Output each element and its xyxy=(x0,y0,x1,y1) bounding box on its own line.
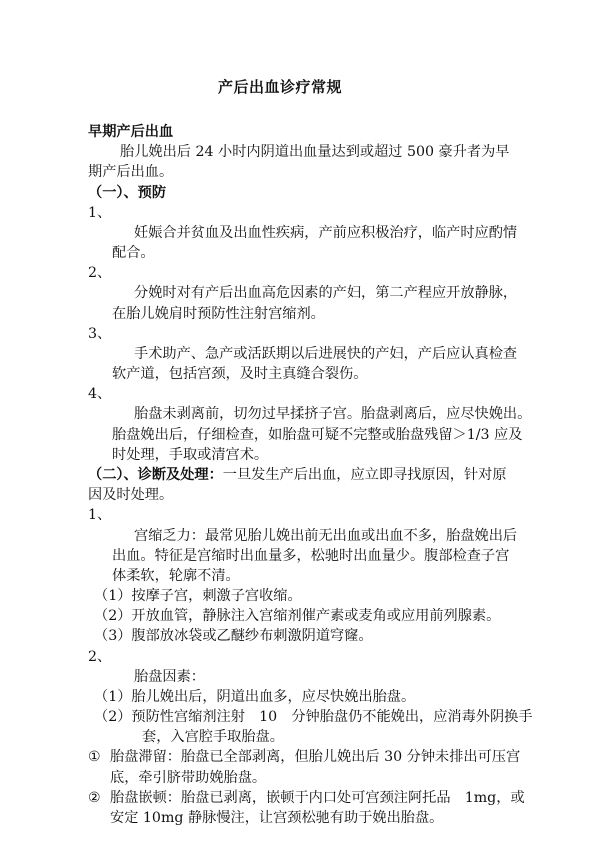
prevention-item-4-line-3: 时处理，手取或清宫术。 xyxy=(112,447,269,463)
prevention-item-4-number: 4、 xyxy=(88,386,112,402)
diagnosis-sub-2-1: （1）胎儿娩出后，阴道出血多，应尽快娩出胎盘。 xyxy=(94,689,416,705)
definition-line-1: 胎儿娩出后 24 小时内阴道出血量达到或超过 500 豪升者为早 xyxy=(120,144,510,160)
prevention-item-3-line-1: 手术助产、急产或活跃期以后进展快的产妇，产后应认真检查 xyxy=(134,346,518,362)
diagnosis-item-1-number: 1、 xyxy=(88,507,112,523)
circled-marker-2: ② xyxy=(88,790,101,806)
diagnosis-sub-1-3: （3）腹部放冰袋或乙醚纱布刺激阴道穹窿。 xyxy=(94,628,373,644)
diagnosis-sub-2-2-line-1: （2）预防性宫缩剂注射 10 分钟胎盘仍不能娩出，应消毒外阴换手 xyxy=(94,709,533,725)
diagnosis-item-2-line-1: 胎盘因素： xyxy=(134,669,205,685)
prevention-item-4-line-1: 胎盘未剥离前，切勿过早揉挤子宫。胎盘剥离后，应尽快娩出。 xyxy=(134,406,532,422)
definition-line-2: 期产后出血。 xyxy=(88,164,174,180)
diagnosis-heading-line xyxy=(88,465,507,485)
prevention-item-3-line-2: 软产道，包括宫颈，及时主真缝合裂伤。 xyxy=(112,366,368,382)
circled-item-2-text: 胎盘嵌顿：胎盘已剥离，嵌顿于内口处可宫颈注阿托品 1mg，或 xyxy=(110,790,525,806)
circled-item-2-line-1 xyxy=(88,788,525,808)
prevention-item-1-line-1: 妊娠合并贫血及出血性疾病，产前应积极治疗，临产时应酌情 xyxy=(134,225,518,241)
prevention-item-1-number: 1、 xyxy=(88,205,112,221)
diagnosis-item-1-line-2: 出血。特征是宫缩时出血量多，松驰时出血量少。腹部检查子宫 xyxy=(112,548,510,564)
circled-item-2-line-2: 安定 10mg 静脉慢注，让宫颈松驰有助于娩出胎盘。 xyxy=(110,810,444,826)
diagnosis-sub-1-2: （2）开放血管，静脉注入宫缩剂催产素或麦角或应用前列腺素。 xyxy=(94,608,501,624)
diagnosis-item-1-line-1: 宫缩乏力：最常见胎儿娩出前无出血或出血不多，胎盘娩出后 xyxy=(134,528,518,544)
page-title: 产后出血诊疗常规 xyxy=(217,78,342,96)
circled-item-1-line-2: 底，牵引脐带助娩胎盘。 xyxy=(110,770,267,786)
prevention-heading: （一）、预防 xyxy=(88,185,167,201)
prevention-item-3-number: 3、 xyxy=(88,326,112,342)
section-heading: 早期产后出血 xyxy=(88,124,174,140)
circled-item-1-text: 胎盘滞留：胎盘已全部剥离，但胎儿娩出后 30 分钟未排出可压宫 xyxy=(110,749,521,765)
diagnosis-sub-2-2-line-2: 套，入宫腔手取胎盘。 xyxy=(142,729,284,745)
prevention-item-4-line-2: 胎盘娩出后，仔细检查，如胎盘可疑不完整或胎盘残留＞1/3 应及 xyxy=(112,427,523,443)
prevention-item-2-line-2: 在胎儿娩肩时预防性注射宫缩剂。 xyxy=(112,306,325,322)
diagnosis-heading: （二）、诊断及处理： xyxy=(88,467,223,483)
diagnosis-sub-1-1: （1）按摩子宫，刺激子宫收缩。 xyxy=(94,588,302,604)
circled-marker-1: ① xyxy=(88,749,101,765)
diagnosis-item-2-number: 2、 xyxy=(88,649,112,665)
diagnosis-heading-line-2: 因及时处理。 xyxy=(88,487,174,503)
diagnosis-item-1-line-3: 体柔软，轮廓不清。 xyxy=(112,568,240,584)
prevention-item-2-line-1: 分娩时对有产后出血高危因素的产妇，第二产程应开放静脉， xyxy=(134,285,518,301)
prevention-item-2-number: 2、 xyxy=(88,265,112,281)
prevention-item-1-line-2: 配合。 xyxy=(112,245,155,261)
diagnosis-heading-rest: 一旦发生产后出血，应立即寻找原因，针对原 xyxy=(222,467,507,483)
circled-item-1-line-1 xyxy=(88,747,520,767)
